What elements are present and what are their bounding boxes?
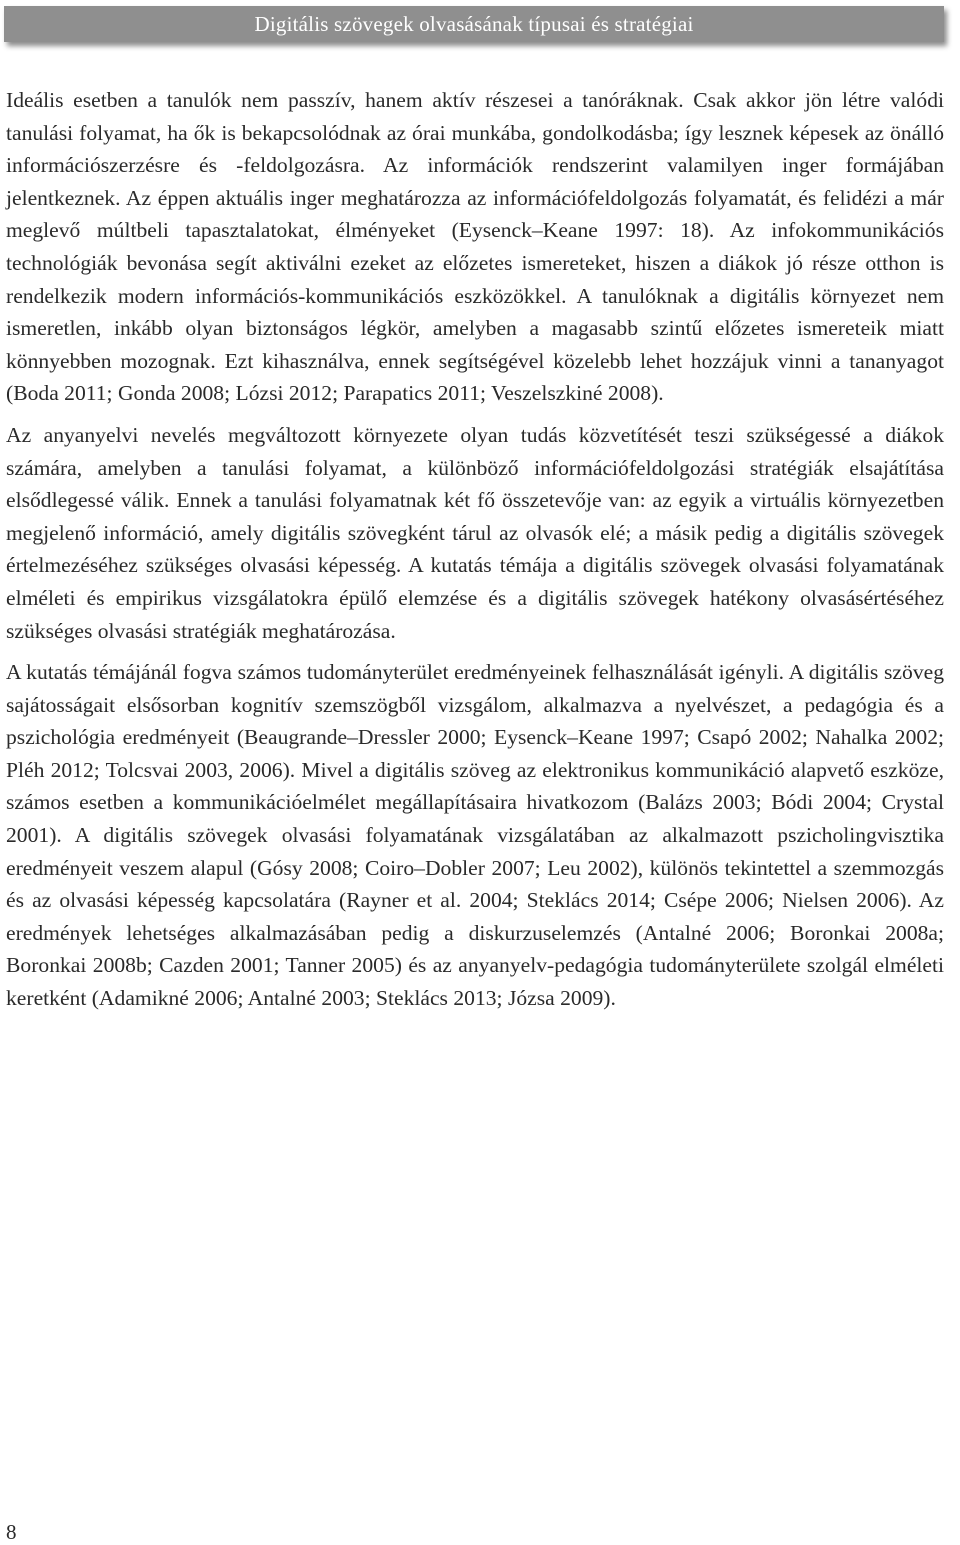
paragraph-1: Ideális esetben a tanulók nem passzív, hanem aktív részesei a tanóráknak. Csak akkor jön létre valódi tanulási folyamat, ha ők is bekapcsolódnak az órai munkába, gondolkodásba; így lesznek képesek az önálló információszerzésre és -feldolgozásra. Az információk rendszerint valamilyen inger formájában jelentkeznek. Az éppen aktuális inger meghatározza az információfeldolgozás folyamatát, és felidézi a már meglevő múltbeli tapasztalatokat, élményeket (Eysenck–Keane 1997: 18). Az infokommunikációs technológiák bevonása segít aktiválni ezeket az előzetes ismereteket, hiszen a diákok jó része otthon is rendelkezik modern információs-kommunikációs eszközökkel. A tanulóknak a digitális környezet nem ismeretlen, inkább olyan biztonságos légkör, amelyben a magasabb szintű előzetes ismereteik miatt könnyebben mozognak. Ezt kihasználva, ennek segítségével közelebb lehet hozzájuk vinni a tananyagot (Boda 2011; Gonda 2008; Lózsi 2012; Parapatics 2011; Veszelszkiné 2008). (6, 88, 944, 406)
body-text (6, 84, 944, 1024)
running-header-title: Digitális szövegek olvasásának típusai és stratégiai (254, 11, 694, 36)
paragraph-2: Az anyanyelvi nevelés megváltozott környezete olyan tudás közvetítését teszi szükségessé a diákok számára, amelyben a tanulási folyamat, a különböző információfeldolgozási stratégiák elsajátítása elsődlegessé válik. Ennek a tanulási folyamatnak két fő összetevője van: az egyik a virtuális környezetben megjelenő információ, amely digitális szövegként tárul az olvasók elé; a másik pedig a digitális szövegek értelmezéséhez szükséges olvasási képesség. A kutatás témája a digitális szövegek olvasási folyamatának elméleti és empirikus vizsgálatokra épülő elemzése és a digitális szövegek hatékony olvasásértéséhez szükséges olvasási stratégiák meghatározása. (6, 422, 944, 643)
running-header-bar (4, 6, 944, 42)
paragraph-3: A kutatás témájánál fogva számos tudományterület eredményeinek felhasználását igényli. A digitális szöveg sajátosságait elsősorban kognitív szemszögből vizsgálom, alkalmazva a nyelvészet, a pedagógia és a pszichológia eredményeit (Beaugrande–Dressler 2000; Eysenck–Keane 1997; Csapó 2002; Nahalka 2002; Pléh 2012; Tolcsvai 2003, 2006). Mivel a digitális szöveg az elektronikus kommunikáció alapvető eszköze, számos esetben a kommunikációelmélet megállapításaira hivatkozom (Balázs 2003; Bódi 2004; Crystal 2001). A digitális szövegek olvasási folyamatának vizsgálatában az alkalmazott pszicholingvisztika eredményeit veszem alapul (Gósy 2008; Coiro–Dobler 2007; Leu 2002), különös tekintettel a szemmozgás és az olvasási képesség kapcsolatára (Rayner et al. 2004; Steklács 2014; Csépe 2006; Nielsen 2006). Az eredmények lehetséges alkalmazásában pedig a diskurzuselemzés (Antalné 2006; Boronkai 2008a; Boronkai 2008b; Cazden 2001; Tanner 2005) és az anyanyelv-pedagógia tudományterülete szolgál elméleti keretként (Adamikné 2006; Antalné 2003; Steklács 2013; Józsa 2009). (6, 660, 944, 1011)
page-number: 8 (6, 1520, 17, 1544)
